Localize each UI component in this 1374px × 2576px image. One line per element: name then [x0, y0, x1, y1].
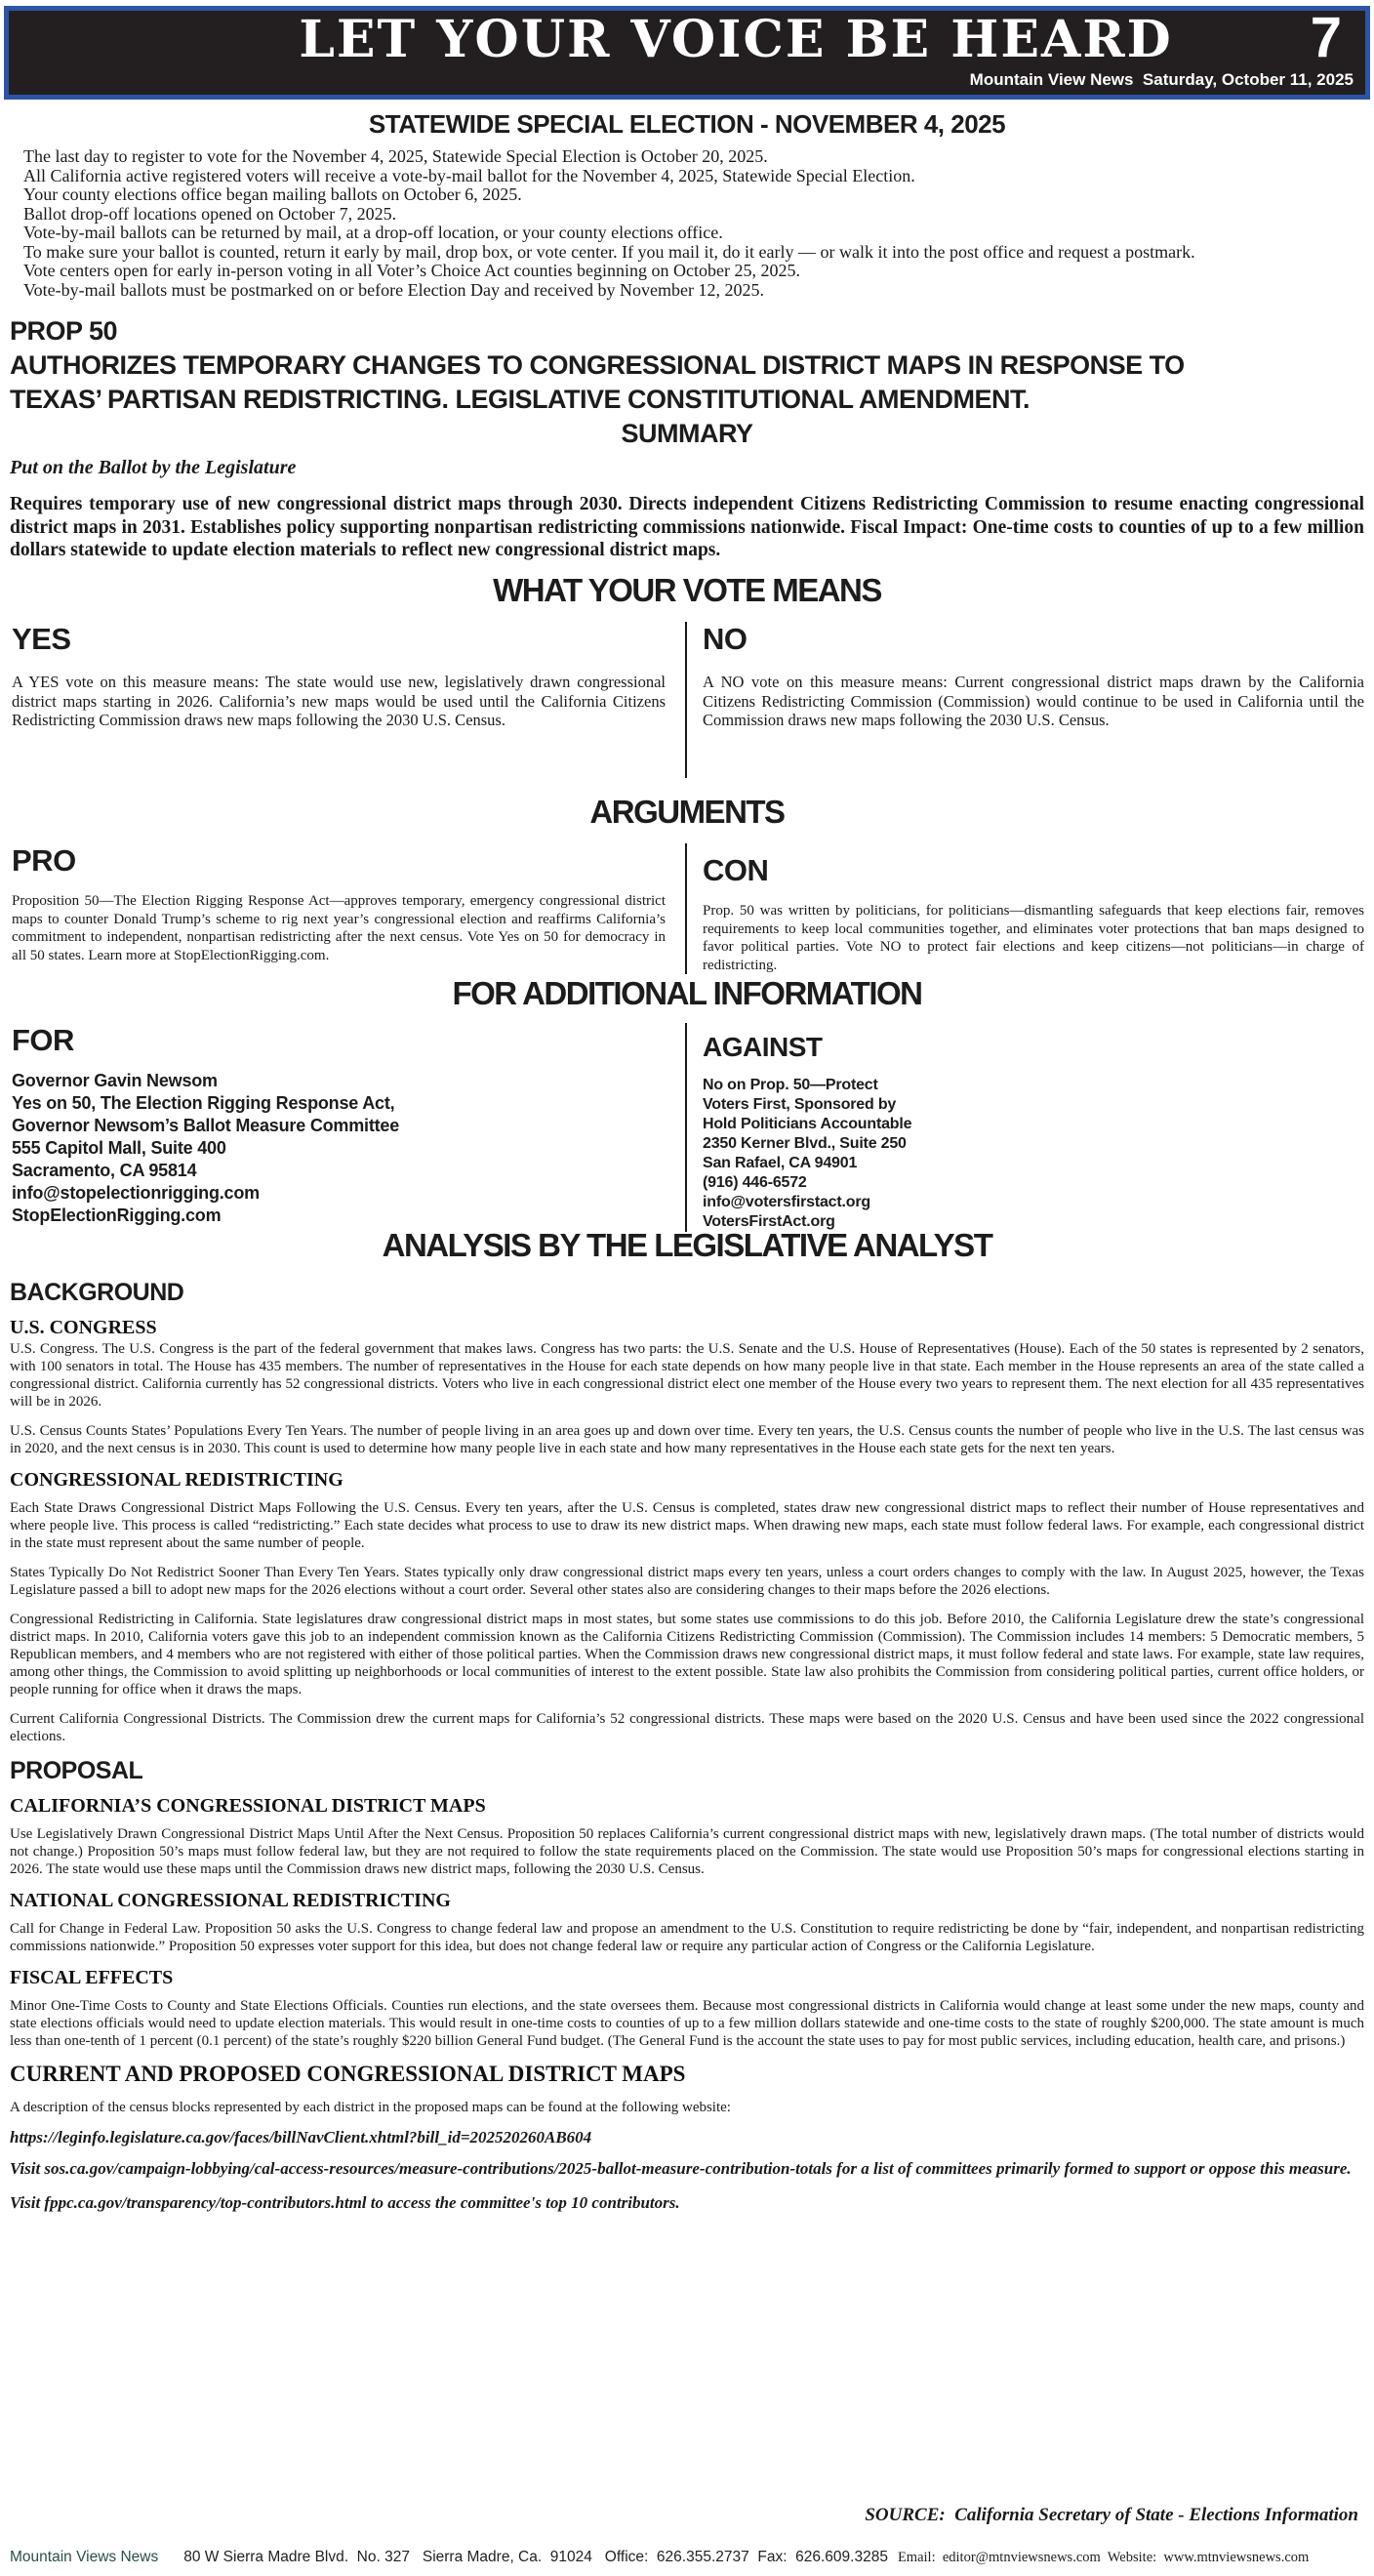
election-notice-line: Vote-by-mail ballots must be postmarked on or before Election Day and received by November 12, 2025. — [23, 279, 764, 300]
summary-heading: SUMMARY — [621, 419, 753, 448]
additional-info-section — [10, 974, 1364, 1232]
election-notice-line: To make sure your ballot is counted, return it early by mail, drop box, or vote center. If you mail it, do it early — or walk it into the post office and request a postmark. — [23, 241, 1195, 262]
analysis-section-item: U.S. Census Counts States’ Populations Every Ten Years. The number of people living in an area goes up and down over time. Every ten years, the U.S. Census counts the number of people who live in the U.S. The last census was in 2020, and the next census is in 2030. This count is used to determine how many people live in each state and how many representatives in the House each state gets for the next ten years. — [10, 1423, 1364, 1456]
analysis-section-item: CURRENT AND PROPOSED CONGRESSIONAL DISTRICT MAPS — [10, 2062, 686, 2086]
yes-label: YES — [12, 622, 71, 656]
for-contact-block — [12, 1070, 666, 1227]
analysis-heading: ANALYSIS BY THE LEGISLATIVE ANALYST — [382, 1227, 992, 1263]
pro-column — [10, 843, 687, 974]
against-contact-line: 2350 Kerner Blvd., Suite 250 — [703, 1135, 907, 1152]
footer-address: 80 W Sierra Madre Blvd. No. 327 Sierra Madre, Ca. 91024 Office: 626.355.2737 Fax: 626.609.3285 — [183, 2549, 888, 2565]
analysis-section-item: Each State Draws Congressional District Maps Following the U.S. Census. Every ten years, after the U.S. Census is completed, states draw new congressional district maps to reflect their number of House representatives and where people live. This process is called “redistricting.” Each state decides what process to use to draw its new district maps. When drawing new maps, each state must follow federal laws. For example, each congressional district in the state must represent about the same number of people. — [10, 1500, 1364, 1551]
summary-text: Requires temporary use of new congressional district maps through 2030. Directs independent Citizens Redistricting Commission to resume enacting congressional district maps in 2031. Establishes policy supporting nonpartisan redistricting commissions nationwide. Fiscal Impact: One-time costs to counties of up to a few million dollars statewide to update election materials to reflect new congressional district maps. — [10, 494, 1364, 560]
against-contact-line: No on Prop. 50—Protect — [703, 1077, 878, 1093]
analysis-section-item: NATIONAL CONGRESSIONAL REDISTRICTING — [10, 1890, 451, 1911]
page-footer — [10, 2549, 1368, 2566]
analysis-section-item: CALIFORNIA’S CONGRESSIONAL DISTRICT MAPS — [10, 1795, 486, 1817]
analysis-section-item: https://leginfo.legislature.ca.gov/faces/billNavClient.xhtml?bill_id=202520260AB604 — [10, 2128, 592, 2147]
for-label: FOR — [12, 1023, 74, 1057]
analysis-section-item: Visit fppc.ca.gov/transparency/top-contributors.html to access the committee's top 10 contributors. — [10, 2192, 680, 2212]
for-contact-line: info@stopelectionrigging.com — [12, 1183, 260, 1203]
analysis-section-item: CONGRESSIONAL REDISTRICTING — [10, 1469, 344, 1491]
source-line: SOURCE: California Secretary of State - Elections Information — [865, 2505, 1358, 2525]
analysis-section-item: A description of the census blocks represented by each district in the proposed maps can be found at the following website: — [10, 2100, 731, 2115]
analysis-section-item: Call for Change in Federal Law. Proposition 50 asks the U.S. Congress to change federal law and propose an amendment to the U.S. Constitution to require redistricting be done by “fair, independent, and nonpartisan redistricting commissions nationwide.” Proposition 50 expresses voter support for this idea, but does not change federal law or require any particular action of Congress or the California Legislature. — [10, 1921, 1364, 1954]
for-column — [10, 1023, 687, 1232]
pro-text: Proposition 50—The Election Rigging Response Act—approves temporary, emergency congressional district maps to counter Donald Trump’s scheme to rig next year’s congressional election and reaffirms California’s commitment to independent, nonpartisan redistricting after the next census. Vote Yes on 50 for democracy in all 50 states. Learn more at StopElectionRigging.com. — [12, 893, 666, 963]
ballot-note: Put on the Ballot by the Legislature — [10, 457, 297, 478]
no-column — [687, 622, 1364, 778]
election-notice-line: Your county elections office began mailing ballots on October 6, 2025. — [23, 184, 522, 204]
masthead-banner — [4, 6, 1370, 100]
yes-column — [10, 622, 687, 778]
footer-contact: Email: editor@mtnviewsnews.com Website: www.mtnviewsnews.com — [897, 2550, 1310, 2565]
against-contact-line: San Rafael, CA 94901 — [703, 1155, 858, 1171]
analysis-section — [10, 1226, 1364, 2227]
analysis-section-item: Use Legislatively Drawn Congressional District Maps Until After the Next Census. Proposition 50 replaces California’s current congressional district maps with new, legislatively drawn maps. (The total number of districts would not change.) Proposition 50’s maps must follow federal law, but they are not required to follow the state requirements placed on the Commission. The state would use Proposition 50’s maps for congressional elections starting in 2026. The state would use these maps until the Commission draws new district maps, following the 2030 U.S. Census. — [10, 1826, 1364, 1877]
election-section — [10, 109, 1364, 300]
election-notice-line: Vote centers open for early in-person voting in all Voter’s Choice Act counties beginning on October 25, 2025. — [23, 261, 801, 280]
no-text: A NO vote on this measure means: Current congressional district maps drawn by the California Citizens Redistricting Commission (Commission) would continue to be used in California until the Commission draws new maps following the 2030 U.S. Census. — [703, 673, 1364, 729]
election-notice-line: The last day to register to vote for the November 4, 2025, Statewide Special Election is October 20, 2025. — [23, 146, 768, 166]
prop50-label: PROP 50 — [10, 316, 118, 346]
vote-means-heading: WHAT YOUR VOTE MEANS — [493, 572, 881, 608]
analysis-section-item: U.S. CONGRESS — [10, 1317, 157, 1338]
analysis-section-item: Minor One-Time Costs to County and State Elections Officials. Counties run elections, and the state oversees them. Because most congressional districts in California would change at least some under the new maps, county and state elections officials would need to update election materials. This would result in one-time costs to counties of up to a few million dollars statewide and one-time costs to the state of roughly $200,000. The state amount is much less than one-tenth of 1 percent (0.1 percent) of the state’s roughly $220 billion General Fund budget. (The General Fund is the account the state uses to pay for most public services, including education, health care, and prisons.) — [10, 1998, 1364, 2049]
election-notices — [10, 147, 1364, 300]
banner-dateline: Mountain View News Saturday, October 11, 2025 — [969, 70, 1354, 89]
against-contact-line: info@votersfirstact.org — [703, 1194, 870, 1210]
analysis-section-item: U.S. Congress. The U.S. Congress is the part of the federal government that makes laws. Congress has two parts: the U.S. Senate and the U.S. House of Representatives (House). Each of the 50 states is represented by 2 senators, with 100 senators in total. The House has 435 members. The number of representatives in the House for each state depends on how many people live in that state. Each member in the House represents an area of the state called a congressional district. California currently has 52 congressional districts. Voters who live in each congressional district elect one member of the House every two years to represent them. The next election for all 435 representatives will be in 2026. — [10, 1341, 1364, 1410]
prop50-section — [10, 314, 1364, 562]
con-text: Prop. 50 was written by politicians, for politicians—dismantling safeguards that keep elections fair, removes requirements to keep local communities together, and eliminates voter protections that ban maps designed to favor political parties. Vote NO to protect fair elections and keep citizens—not politicians—in charge of redistricting. — [703, 903, 1364, 973]
analysis-section-item: PROPOSAL — [10, 1757, 143, 1784]
analysis-section-item: FISCAL EFFECTS — [10, 1967, 174, 1988]
for-contact-line: Governor Gavin Newsom — [12, 1071, 218, 1090]
con-column — [687, 843, 1364, 974]
analysis-section-item: Current California Congressional Districts. The Commission drew the current maps for California’s 52 congressional districts. These maps were based on the 2020 U.S. Census and have been used since the 2022 congressional elections. — [10, 1711, 1364, 1744]
banner-title: LET YOUR VOICE BE HEARD — [299, 10, 1173, 69]
against-column — [687, 1023, 1364, 1232]
pro-label: PRO — [12, 843, 76, 878]
for-contact-line: Sacramento, CA 95814 — [12, 1161, 197, 1180]
against-contact-line: Hold Politicians Accountable — [703, 1116, 912, 1132]
analysis-section-item: Congressional Redistricting in California. State legislatures draw congressional district maps in most states, but some states use commissions to do this job. Before 2010, the California Legislature drew the state’s congressional district maps. In 2010, California voters gave this job to an independent commission known as the California Citizens Redistricting Commission (Commission). The Commission includes 14 members: 5 Democratic members, 5 Republican members, and 4 members who are not registered with either of those political parties. When the Commission draws new congressional district maps, it must follow federal and state laws. For example, state law requires, among other things, the Commission to avoid splitting up neighborhoods or local communities of interest to the extent possible. State law also prohibits the Commission from considering political parties, current office holders, or people running for office when it draws the maps. — [10, 1612, 1364, 1697]
prop50-title: AUTHORIZES TEMPORARY CHANGES TO CONGRESSIONAL DISTRICT MAPS IN RESPONSE TO TEXAS’ PARTISAN REDISTRICTING. LEGISLATIVE CONSTITUTIONAL AMENDMENT. — [10, 350, 1185, 414]
for-contact-line: 555 Capitol Mall, Suite 400 — [12, 1138, 226, 1158]
election-notice-line: Vote-by-mail ballots can be returned by mail, at a drop-off location, or your county elections office. — [23, 223, 723, 242]
analysis-section-item: States Typically Do Not Redistrict Sooner Than Every Ten Years. States typically only draw congressional district maps every ten years, unless a court orders changes to comply with the law. In August 2025, however, the Texas Legislature passed a bill to adopt new maps for the 2026 elections without a court order. Several other states also are considering changes to their maps before the 2026 elections. — [10, 1565, 1364, 1598]
election-notice-line: All California active registered voters will receive a vote-by-mail ballot for the November 4, 2025, Statewide Special Election. — [23, 165, 915, 185]
election-heading: STATEWIDE SPECIAL ELECTION - NOVEMBER 4, 2025 — [368, 109, 1006, 139]
against-contact-line: VotersFirstAct.org — [703, 1213, 835, 1230]
no-label: NO — [703, 622, 748, 656]
election-notice-line: Ballot drop-off locations opened on October 7, 2025. — [23, 203, 397, 224]
analysis-sections — [10, 1279, 1364, 2213]
page-number: 7 — [1310, 6, 1342, 69]
for-contact-line: StopElectionRigging.com — [12, 1206, 222, 1225]
additional-info-heading: FOR ADDITIONAL INFORMATION — [452, 975, 922, 1011]
for-contact-line: Governor Newsom’s Ballot Measure Committee — [12, 1116, 400, 1135]
analysis-section-item: Visit sos.ca.gov/campaign-lobbying/cal-access-resources/measure-contributions/2025-ballot-measure-contribution-totals for a list of committees primarily formed to support or oppose this measure. — [10, 2159, 1352, 2178]
for-contact-line: Yes on 50, The Election Rigging Response Act, — [12, 1093, 395, 1113]
arguments-heading: ARGUMENTS — [589, 794, 785, 830]
yes-text: A YES vote on this measure means: The state would use new, legislatively drawn congressional district maps starting in 2026. California’s new maps would be used until the California Citizens Redistricting Commission draws new maps following the 2030 U.S. Census. — [12, 673, 666, 729]
against-label: AGAINST — [703, 1032, 823, 1062]
analysis-section-item: BACKGROUND — [10, 1279, 184, 1306]
against-contact-block — [703, 1076, 1364, 1232]
con-label: CON — [703, 853, 769, 887]
against-contact-line: (916) 446-6572 — [703, 1174, 807, 1191]
arguments-section — [10, 793, 1364, 974]
footer-paper-name: Mountain Views News — [10, 2549, 159, 2565]
vote-means-section — [10, 571, 1364, 778]
against-contact-line: Voters First, Sponsored by — [703, 1096, 897, 1113]
